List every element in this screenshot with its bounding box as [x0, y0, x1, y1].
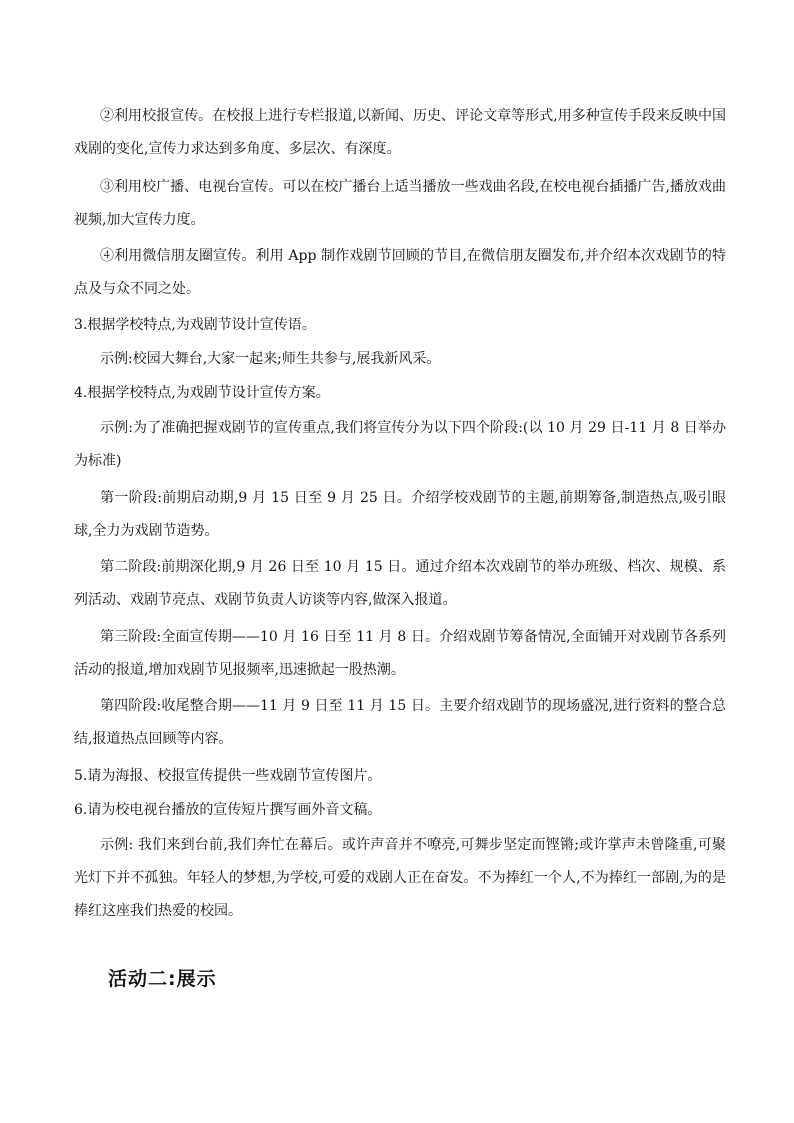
item-5-images-task: 5.请为海报、校报宣传提供一些戏剧节宣传图片。 — [74, 768, 382, 784]
paragraph-wechat: ④利用微信朋友圈宣传。利用 App 制作戏剧节回顾的节目,在微信朋友圈发布,并介绍本次戏剧节的特点及与众不同之处。 — [74, 248, 726, 297]
paragraph-school-newspaper: ②利用校报宣传。在校报上进行专栏报道,以新闻、历史、评论文章等形式,用多种宣传手段来反映中国戏剧的变化,宣传力求达到多角度、多层次、有深度。 — [74, 108, 726, 157]
item-4-plan-task: 4.根据学校特点,为戏剧节设计宣传方案。 — [74, 385, 330, 401]
slogan-example: 示例:校园大舞台,大家一起来;师生共参与,展我新风采。 — [100, 351, 441, 367]
stage-four: 第四阶段:收尾整合期——11 月 9 日至 11 月 15 日。主要介绍戏剧节的现场盛况,进行资料的整合总结,报道热点回顾等内容。 — [74, 698, 726, 747]
stage-two: 第二阶段:前期深化期,9 月 26 日至 10 月 15 日。通过介绍本次戏剧节的举办班级、档次、规模、系列活动、戏剧节亮点、戏剧节负责人访谈等内容,做深入报道。 — [74, 559, 726, 608]
item-6-voiceover-task: 6.请为校电视台播放的宣传短片撰写画外音文稿。 — [74, 802, 382, 818]
item-3-slogan-task: 3.根据学校特点,为戏剧节设计宣传语。 — [74, 317, 316, 333]
plan-example-intro: 示例:为了准确把握戏剧节的宣传重点,我们将宣传分为以下四个阶段:(以 10 月 29 日-11 月 8 日举办为标准) — [74, 420, 726, 469]
voiceover-example: 示例: 我们来到台前,我们奔忙在幕后。或许声音并不嘹亮,可舞步坚定而铿锵;或许掌声未曾隆重,可聚光灯下并不孤独。年轻人的梦想,为学校,可爱的戏剧人正在奋发。不为捧红一个人,不为捧红一部剧,为的是捧红这座我们热爱的校园。 — [74, 837, 726, 919]
stage-three: 第三阶段:全面宣传期——10 月 16 日至 11 月 8 日。介绍戏剧节筹备情况,全面铺开对戏剧节各系列活动的报道,增加戏剧节见报频率,迅速掀起一股热潮。 — [74, 629, 726, 678]
paragraph-radio-tv: ③利用校广播、电视台宣传。可以在校广播台上适当播放一些戏曲名段,在校电视台插播广告,播放戏曲视频,加大宣传力度。 — [74, 179, 726, 228]
section-heading: 活动二:展示 — [108, 968, 217, 990]
stage-one: 第一阶段:前期启动期,9 月 15 日至 9 月 25 日。介绍学校戏剧节的主题,前期筹备,制造热点,吸引眼球,全力为戏剧节造势。 — [74, 490, 726, 539]
